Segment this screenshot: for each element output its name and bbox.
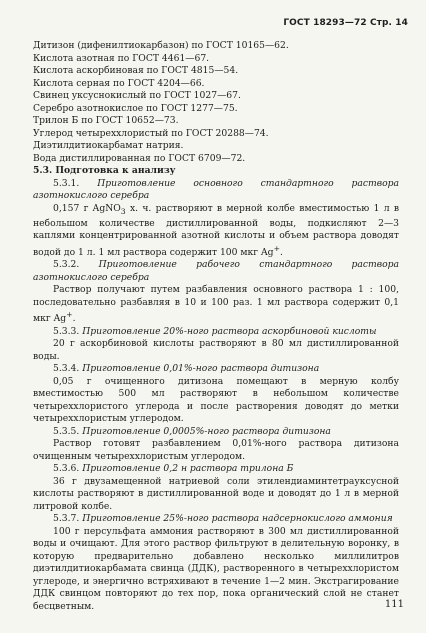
subsection-number: 5.3.2. [53, 259, 80, 271]
subsection-number: 5.3.5. [53, 425, 80, 437]
subsection-title: Приготовление рабочего стандартного раствора азотнокислого серебра [33, 259, 399, 283]
reagent-item: Серебро азотнокислое по ГОСТ 1277—75. [33, 102, 238, 114]
subsection-number: 5.3.1. [53, 177, 80, 189]
document-body [33, 40, 399, 613]
paragraph: 20 г аскорбиновой кислоты растворяют в 80 мл дистиллированной воды. [33, 338, 399, 362]
subsection-number: 5.3.7. [53, 513, 80, 525]
paragraph-text: х. ч. растворяют в мерной колбе вместимостью 1 л в небольшом количестве дистиллированной воды, подкисляют 2—3 каплями концентрированной азотной кислоты и объем раствора доводят водой до 1 л. 1 мл раствора содержит 100 мкг Ag [33, 202, 400, 258]
reagent-item: Диэтилдитиокарбамат натрия. [33, 140, 184, 151]
subscript: 3 [120, 206, 126, 216]
superscript: + [66, 310, 73, 320]
subsection-number: 5.3.6. [53, 463, 80, 475]
reagent-item: Кислота азотная по ГОСТ 4461—67. [33, 52, 210, 64]
reagent-item: Трилон Б по ГОСТ 10652—73. [33, 115, 179, 126]
subsection-number: 5.3.4. [53, 363, 80, 375]
section-heading: 5.3. Подготовка к анализу [33, 165, 176, 176]
paragraph [33, 284, 399, 326]
paragraph: 100 г персульфата аммония растворяют в 300 мл дистиллированной воды и очищают. Для этого раствор фильтруют в делительную воронку, в которую предварительно добавлено несколько миллилитров диэтилдитиокарбамата свинца (ДДК), растворенного в четыреххлористом углероде, и энергично встряхивают в течение 1—2 мин. Экстрагирование ДДК свинцом повторяют до тех пор, пока органический слой не станет бесцветным. [33, 525, 399, 612]
paragraph: 36 г двузамещенной натриевой соли этилендиаминтетрауксусной кислоты растворяют в дистиллированной воде и доводят до 1 л в мерной литровой колбе. [33, 475, 399, 512]
reagent-item: Кислота серная по ГОСТ 4204—66. [33, 77, 205, 89]
reagent-item: Кислота аскорбиновая по ГОСТ 4815—54. [33, 65, 239, 76]
subsection-heading [33, 463, 399, 476]
subsection-title: Приготовление 20%-ного раствора аскорбиновой кислоты [82, 325, 377, 337]
subsection-heading [33, 178, 399, 203]
paragraph-text: . [279, 246, 283, 258]
reagent-item: Свинец уксуснокислый по ГОСТ 1027—67. [33, 90, 241, 101]
subsection-number: 5.3.3. [53, 325, 80, 337]
paragraph-text: Раствор получают путем разбавления основного раствора 1 : 100, последовательно разбавляя в 10 и 100 раз. 1 мл раствора содержит 0,1 мкг Ag [33, 284, 399, 325]
reagent-item: Вода дистиллированная по ГОСТ 6709—72. [33, 152, 246, 164]
subsection-title: Приготовление 0,0005%-ного раствора дитизона [82, 425, 331, 437]
subsection-heading [33, 513, 399, 526]
paragraph: Раствор готовят разбавлением 0,01%-ного раствора дитизона очищенным четыреххлористым углеродом. [33, 438, 399, 462]
paragraph-text: . [72, 313, 76, 325]
reagent-item: Углерод четыреххлористый по ГОСТ 20288—74. [33, 127, 269, 139]
subsection-title: Приготовление 0,2 н раствора трилона Б [82, 463, 294, 475]
page-header: ГОСТ 18293—72 Стр. 14 [283, 18, 408, 28]
subsection-heading [33, 259, 399, 284]
page-number: 111 [384, 599, 404, 610]
superscript: + [273, 243, 280, 253]
subsection-title: Приготовление 0,01%-ного раствора дитизона [82, 363, 320, 375]
subsection-heading [33, 426, 399, 439]
subsection-heading [33, 326, 399, 339]
paragraph-text: 0,157 г AgNO [53, 202, 121, 214]
paragraph: 0,05 г очищенного дитизона помещают в мерную колбу вместимостью 500 мл растворяют в небольшом количестве четыреххлористого углерода и после растворения доводят до метки четыреххлористым углеродом. [33, 375, 399, 425]
subsection-heading [33, 363, 399, 376]
reagent-item: Дитизон (дифенилтиокарбазон) по ГОСТ 10165—62. [33, 40, 289, 51]
reagent-list [33, 40, 399, 165]
subsection-title: Приготовление основного стандартного раствора азотнокислого серебра [33, 177, 399, 201]
paragraph [33, 203, 399, 260]
subsection-title: Приготовление 25%-ного раствора надсернокислого аммония [82, 513, 393, 525]
